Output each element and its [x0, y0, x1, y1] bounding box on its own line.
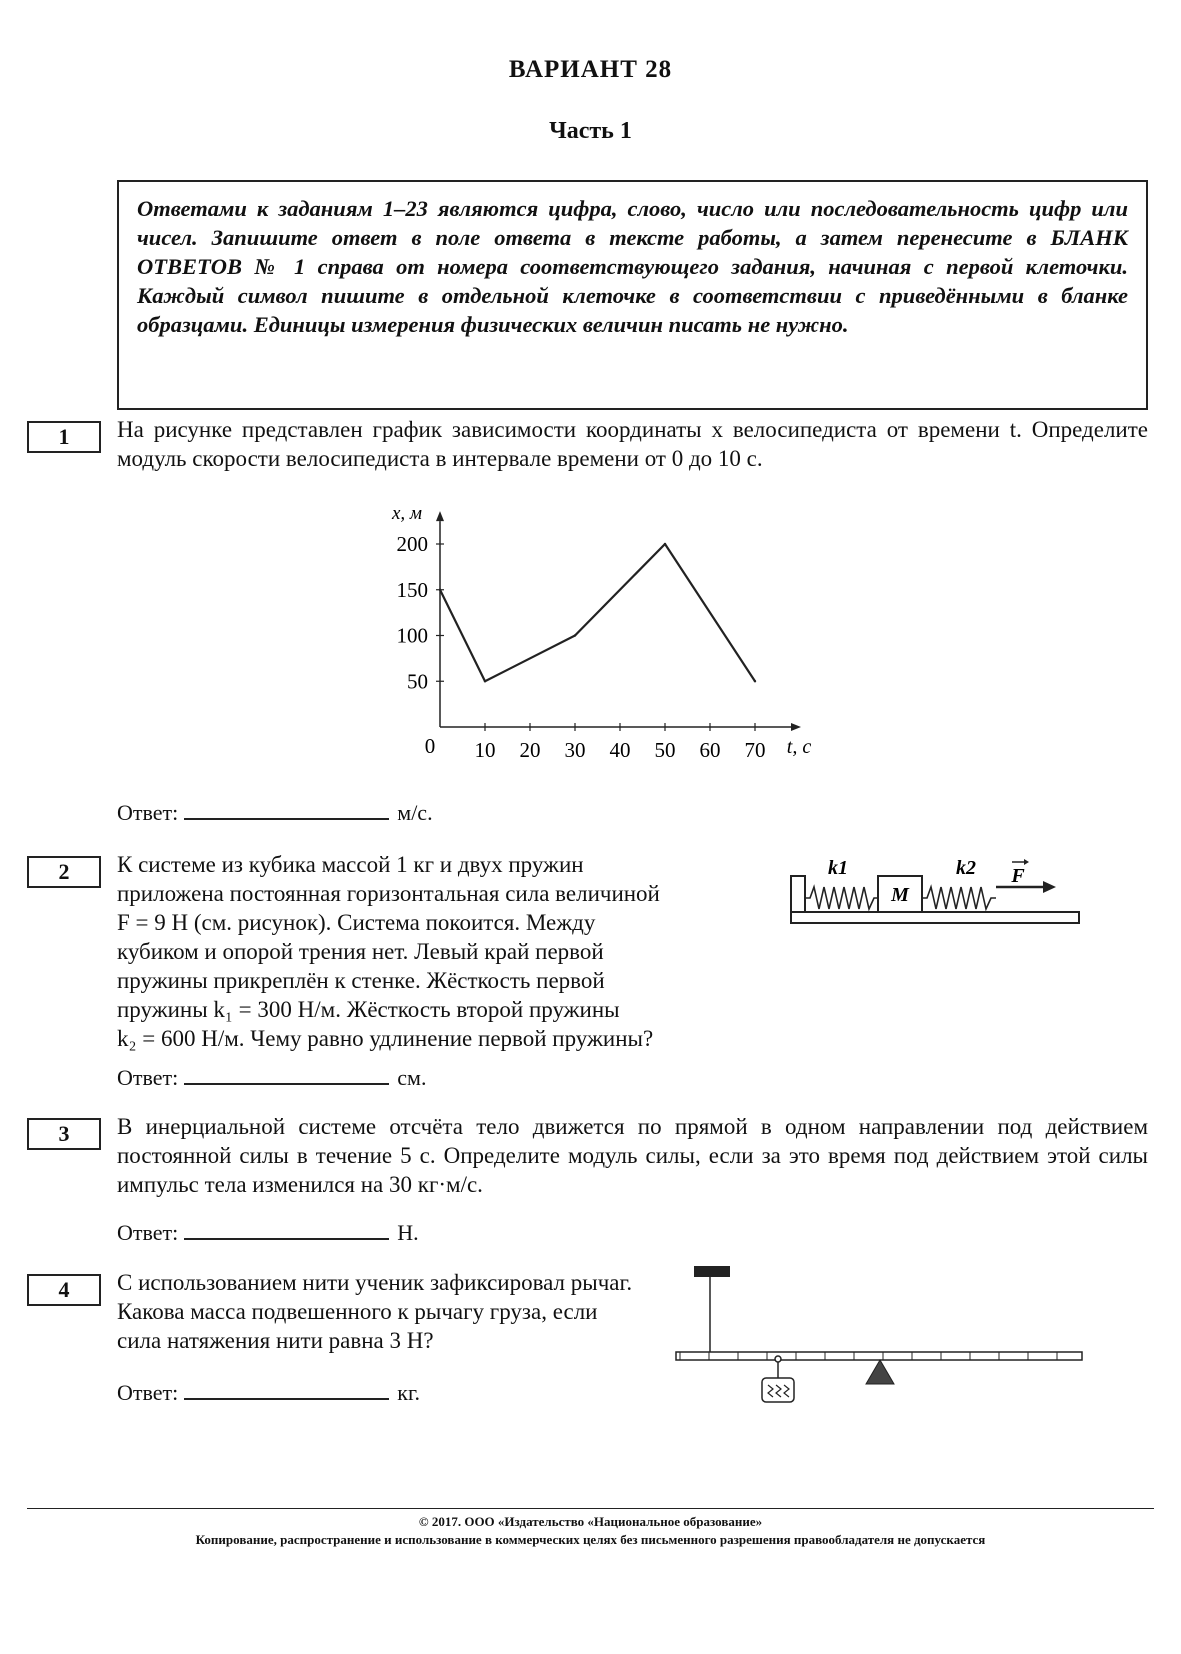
data-point	[484, 680, 486, 682]
task-3-text: В инерциальной системе отсчёта тело движется по прямой в одном направлении под действием постоянной силы в течение 5 с. Определите модуль силы, если за это время под действием этой силы импульс тела изменился на 30 кг·м/с.	[117, 1114, 1148, 1197]
mass-label: M	[891, 884, 909, 906]
task-4-answer-label: Ответ:	[117, 1380, 179, 1405]
x-tick-label: 40	[609, 738, 631, 762]
task-3-answer-field[interactable]	[184, 1218, 389, 1240]
force-label: F	[1011, 865, 1025, 887]
task-3-answer-row	[117, 1218, 419, 1246]
fulcrum	[866, 1360, 894, 1384]
x-axis-label: t, с	[786, 736, 812, 758]
task-3-number: 3	[27, 1118, 101, 1150]
section-title: Часть 1	[549, 118, 632, 144]
task-4-answer-field[interactable]	[184, 1378, 389, 1400]
task-1-answer-row	[117, 798, 433, 826]
data-line	[440, 544, 755, 681]
ceiling-mount	[694, 1266, 730, 1277]
y-tick-label: 150	[396, 577, 428, 602]
spring-2	[922, 887, 996, 909]
footer-divider	[27, 1508, 1154, 1509]
task-2-line: пружины прикреплён к стенке. Жёсткость первой	[117, 968, 605, 993]
data-point	[754, 680, 756, 682]
x-tick-label: 60	[699, 738, 721, 762]
y-tick-label: 100	[396, 623, 428, 648]
task-4-answer-row	[117, 1378, 420, 1406]
k1-label: k1	[828, 857, 848, 879]
y-tick-label: 200	[396, 532, 428, 556]
task-2-text	[117, 850, 757, 1053]
y-tick-label: 50	[407, 669, 428, 694]
task-1-unit: м/с.	[397, 800, 433, 825]
task-3-answer-label: Ответ:	[117, 1220, 179, 1245]
task-2-line: пружины k₁ = 300 Н/м. Жёсткость второй пружины	[117, 997, 620, 1022]
task-1-answer-field[interactable]	[184, 798, 389, 820]
weight	[762, 1378, 794, 1402]
y-axis-arrow	[436, 511, 444, 521]
task-2-line: приложена постоянная горизонтальная сила величиной	[117, 881, 660, 906]
task-2-line: кубиком и опорой трения нет. Левый край первой	[117, 939, 604, 964]
force-arrow-head	[1043, 881, 1056, 893]
data-point	[439, 589, 441, 591]
task-3-unit: Н.	[397, 1220, 419, 1245]
task-4-text: С использованием нити ученик зафиксировал рычаг. Какова масса подвешенного к рычагу груза, если сила натяжения нити равна 3 Н?	[117, 1270, 633, 1353]
task-1-answer-label: Ответ:	[117, 800, 179, 825]
lever	[676, 1352, 1082, 1360]
x-tick-label: 10	[474, 738, 496, 762]
task-4-number: 4	[27, 1274, 101, 1306]
task-4-unit: кг.	[397, 1380, 420, 1405]
task-1-text: На рисунке представлен график зависимости координаты x велосипедиста от времени t. Определите модуль скорости велосипедиста в интервале времени от 0 до 10 с.	[117, 417, 1148, 471]
task-2-spring-figure	[788, 850, 1088, 935]
x-tick-label: 30	[564, 738, 586, 762]
spring-1	[805, 887, 878, 909]
task-2-line: k₂ = 600 Н/м. Чему равно удлинение первой пружины?	[117, 1026, 654, 1051]
data-point	[574, 634, 576, 636]
footer-copyright: © 2017. ООО «Издательство «Национальное образование»	[418, 1514, 763, 1529]
task-4-lever-figure	[670, 1256, 1090, 1406]
y-axis-label: x, м	[391, 503, 422, 525]
instructions-box: Ответами к заданиям 1–23 являются цифра, слово, число или последовательность цифр или чисел. Запишите ответ в поле ответа в тексте работы, а затем перенесите в БЛАНК ОТВЕТОВ № 1 справа от номера соответствующего задания, начиная с первой клеточки. Каждый символ пишите в отдельной клеточке в соответствии с приведёнными в бланке образцами. Единицы измерения физических величин писать не нужно.	[117, 180, 1148, 410]
task-2-number: 2	[27, 856, 101, 888]
task-2-answer-row	[117, 1063, 426, 1091]
support-surface	[791, 912, 1079, 923]
x-tick-label: 70	[744, 738, 766, 762]
task-1-chart	[370, 500, 850, 785]
task-2-unit: см.	[397, 1065, 427, 1090]
page-title: ВАРИАНТ 28	[508, 56, 673, 83]
task-2-line: К системе из кубика массой 1 кг и двух пружин	[117, 852, 584, 877]
wall	[791, 876, 805, 912]
x-tick-label: 50	[654, 738, 676, 762]
k2-label: k2	[956, 857, 976, 879]
weight-hook	[775, 1356, 781, 1362]
task-2-line: F = 9 Н (см. рисунок). Система покоится. Между	[117, 910, 596, 935]
x-tick-label: 20	[519, 738, 541, 762]
task-2-answer-label: Ответ:	[117, 1065, 179, 1090]
origin-label: 0	[424, 734, 436, 758]
x-axis-arrow	[791, 723, 801, 731]
task-1-number: 1	[27, 421, 101, 453]
task-2-answer-field[interactable]	[184, 1063, 389, 1085]
footer-notice: Копирование, распространение и использование в коммерческих целях без письменного разрешения правообладателя не допускается	[195, 1532, 986, 1547]
data-point	[664, 543, 666, 545]
